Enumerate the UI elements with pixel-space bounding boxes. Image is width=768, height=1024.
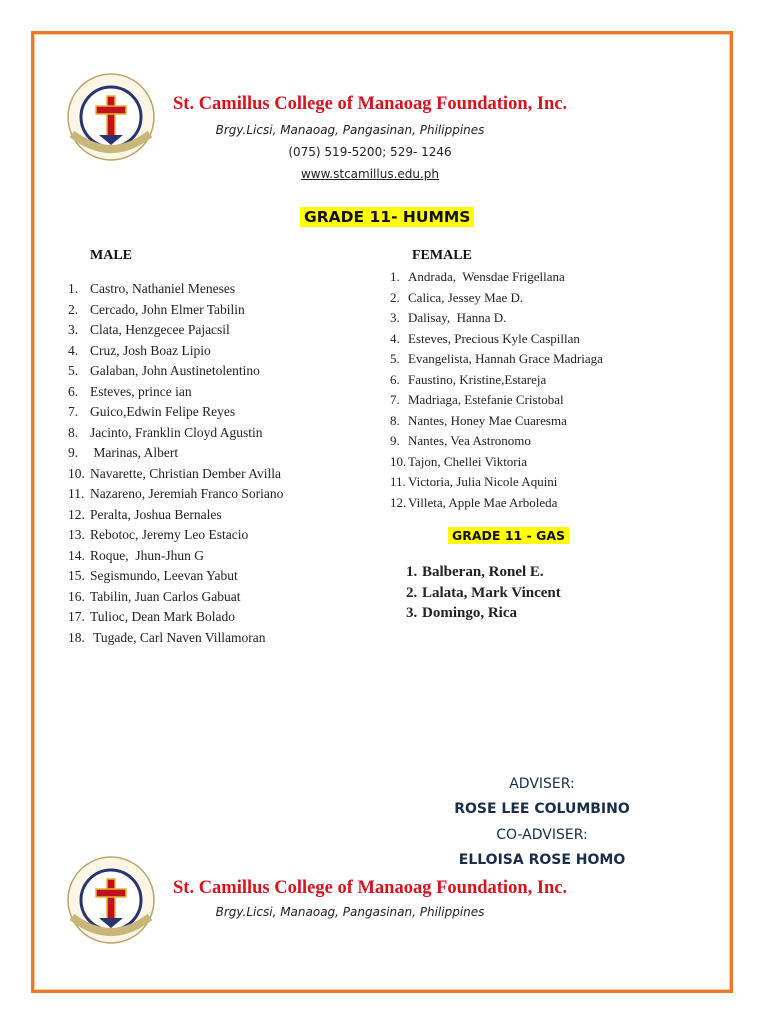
- list-item-number: 3.: [406, 605, 418, 621]
- student-name: Villeta, Apple Mae Arboleda: [408, 494, 558, 510]
- list-item: [68, 443, 283, 464]
- footer-college-address: Brgy.Licsi, Manaoag, Pangasinan, Philippines: [215, 905, 485, 919]
- list-item-number: 6.: [68, 383, 79, 399]
- list-item: [68, 402, 283, 423]
- student-name: Castro, Nathaniel Meneses: [90, 281, 236, 296]
- list-item-number: 14.: [68, 547, 85, 563]
- list-item: [68, 361, 283, 382]
- list-item-number: 10.: [390, 453, 407, 469]
- list-item: [68, 382, 283, 403]
- list-item-number: 3.: [68, 322, 79, 337]
- list-item-number: 4.: [68, 342, 79, 358]
- student-name: Jacinto, Franklin Cloyd Agustin: [90, 424, 263, 440]
- student-name: Nazareno, Jeremiah Franco Soriano: [90, 486, 284, 501]
- college-name: St. Camillus College of Manaoag Foundation, Inc.: [173, 94, 568, 114]
- student-name: Tajon, Chellei Viktoria: [408, 453, 528, 469]
- student-name: Nantes, Honey Mae Cuaresma: [408, 412, 567, 428]
- student-name: Esteves, prince ian: [90, 383, 192, 399]
- student-name: Cruz, Josh Boaz Lipio: [90, 342, 211, 358]
- list-item: [68, 566, 283, 587]
- student-name: Peralta, Joshua Bernales: [90, 506, 222, 522]
- student-name: Madriaga, Estefanie Cristobal: [408, 392, 564, 407]
- student-name: Navarette, Christian Dember Avilla: [90, 465, 281, 481]
- student-name: Evangelista, Hannah Grace Madriaga: [408, 351, 603, 366]
- list-item-number: 2.: [390, 289, 400, 305]
- list-item: [390, 411, 603, 432]
- student-name: Rebotoc, Jeremy Leo Estacio: [90, 527, 249, 542]
- student-name: Calica, Jessey Mae D.: [408, 289, 524, 305]
- student-name: Esteves, Precious Kyle Caspillan: [408, 330, 580, 346]
- student-name: Nantes, Vea Astronomo: [408, 433, 531, 448]
- list-item: [68, 587, 283, 608]
- co-adviser-name: ELLOISA ROSE HOMO: [458, 852, 626, 868]
- adviser-label: ADVISER:: [509, 776, 575, 792]
- list-item: [68, 505, 283, 526]
- student-name: Victoria, Julia Nicole Aquini: [408, 474, 558, 489]
- student-name: Marinas, Albert: [90, 445, 179, 460]
- list-item: [68, 279, 283, 300]
- list-item-number: 11.: [68, 486, 85, 501]
- list-item-number: 7.: [390, 392, 400, 407]
- list-item: [390, 452, 603, 473]
- student-name: Tabilin, Juan Carlos Gabuat: [90, 588, 241, 604]
- list-item: [390, 329, 603, 350]
- adviser-name: ROSE LEE COLUMBINO: [454, 801, 630, 817]
- male-student-list: [68, 279, 283, 648]
- student-name: Guico,Edwin Felipe Reyes: [90, 404, 236, 419]
- student-name: Tugade, Carl Naven Villamoran: [90, 629, 266, 645]
- list-item-number: 6.: [390, 371, 400, 387]
- list-item-number: 2.: [68, 301, 79, 317]
- list-item-number: 18.: [68, 629, 85, 645]
- student-name: Domingo, Rica: [422, 605, 517, 621]
- footer-college-name: St. Camillus College of Manaoag Foundation, Inc.: [173, 878, 568, 898]
- student-name: Andrada, Wensdae Frigellana: [408, 269, 565, 284]
- list-item-number: 5.: [68, 363, 79, 378]
- college-address: Brgy.Licsi, Manaoag, Pangasinan, Philippines: [215, 123, 485, 137]
- student-name: Balberan, Ronel E.: [422, 564, 544, 580]
- list-item-number: 12.: [68, 506, 85, 522]
- list-item: [68, 464, 283, 485]
- section-title-humms: GRADE 11- HUMMS: [300, 207, 474, 227]
- list-item: [390, 431, 603, 452]
- list-item: [68, 423, 283, 444]
- student-name: Galaban, John Austinetolentino: [90, 363, 260, 378]
- student-name: Faustino, Kristine,Estareja: [408, 371, 547, 387]
- list-item: [68, 628, 283, 649]
- list-item-number: 16.: [68, 588, 85, 604]
- student-name: Lalata, Mark Vincent: [422, 584, 561, 601]
- list-item-number: 7.: [68, 404, 79, 419]
- list-item: [406, 603, 561, 624]
- list-item-number: 8.: [68, 424, 79, 440]
- list-item: [390, 267, 603, 288]
- list-item-number: 1.: [68, 281, 79, 296]
- gas-student-list: [406, 562, 561, 624]
- list-item: [68, 525, 283, 546]
- college-seal-logo: [66, 72, 156, 162]
- co-adviser-label: CO-ADVISER:: [496, 827, 588, 843]
- student-name: Cercado, John Elmer Tabilin: [90, 301, 245, 317]
- female-heading: FEMALE: [412, 248, 472, 263]
- female-student-list: [390, 267, 603, 513]
- list-item: [68, 341, 283, 362]
- list-item-number: 9.: [390, 433, 400, 448]
- list-item-number: 13.: [68, 527, 85, 542]
- student-name: Dalisay, Hanna D.: [408, 310, 507, 325]
- list-item-number: 17.: [68, 609, 85, 624]
- student-name: Tulioc, Dean Mark Bolado: [90, 609, 235, 624]
- student-name: Segismundo, Leevan Yabut: [90, 568, 238, 583]
- list-item: [68, 607, 283, 628]
- list-item-number: 4.: [390, 330, 400, 346]
- list-item: [390, 390, 603, 411]
- list-item-number: 15.: [68, 568, 85, 583]
- list-item-number: 1.: [390, 269, 400, 284]
- list-item: [390, 288, 603, 309]
- college-website-link[interactable]: www.stcamillus.edu.ph: [300, 167, 440, 181]
- list-item: [406, 583, 561, 604]
- list-item-number: 1.: [406, 564, 418, 580]
- list-item: [68, 546, 283, 567]
- student-name: Clata, Henzgecee Pajacsil: [90, 322, 230, 337]
- list-item: [406, 562, 561, 583]
- list-item: [68, 484, 283, 505]
- student-name: Roque, Jhun-Jhun G: [90, 547, 204, 563]
- list-item-number: 8.: [390, 412, 400, 428]
- list-item-number: 9.: [68, 445, 79, 460]
- list-item: [68, 300, 283, 321]
- footer-college-seal-logo: [66, 855, 156, 945]
- list-item: [390, 349, 603, 370]
- list-item-number: 2.: [406, 584, 418, 601]
- male-heading: MALE: [90, 248, 132, 263]
- list-item: [68, 320, 283, 341]
- list-item-number: 10.: [68, 465, 85, 481]
- section-title-gas: GRADE 11 - GAS: [448, 527, 569, 544]
- list-item-number: 5.: [390, 351, 400, 366]
- list-item: [390, 472, 603, 493]
- list-item: [390, 493, 603, 514]
- list-item-number: 3.: [390, 310, 400, 325]
- list-item: [390, 370, 603, 391]
- list-item-number: 11.: [390, 474, 406, 489]
- college-phone: (075) 519-5200; 529- 1246: [288, 145, 452, 159]
- list-item: [390, 308, 603, 329]
- list-item-number: 12.: [390, 494, 407, 510]
